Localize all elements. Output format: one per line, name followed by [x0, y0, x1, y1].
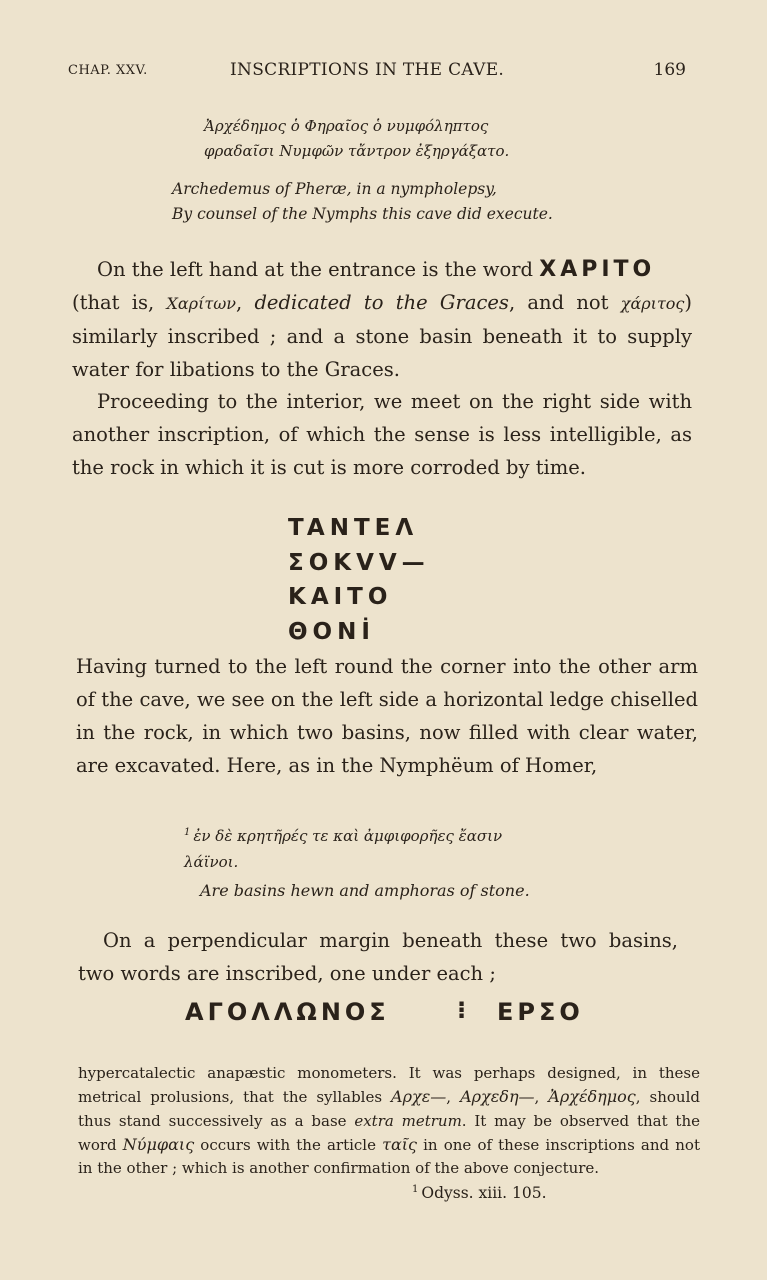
homer-greek-line-1: ἐν δὲ κρητῆρές τε καὶ ἀμφιφορῆες ἔασιν	[193, 827, 503, 845]
p1-text-b: (that is,	[72, 291, 167, 314]
p1-text-d: , and not	[508, 291, 621, 314]
inscription-line-1: TANTEΛ	[288, 515, 419, 541]
fn-italic-extra-metrum: extra metrum	[354, 1111, 462, 1130]
inscription-apollonos: AΓOΛΛΩNOΣ	[185, 998, 390, 1026]
greek-inscription-quote	[204, 114, 509, 164]
fn-text-5: . It may be observed that the word	[78, 1111, 700, 1154]
p1-text-c: ,	[235, 291, 255, 314]
p1-text-rest: similarly inscribed ; and a stone basin beneath it to supply water for libations to the Graces.	[72, 325, 692, 381]
inscription-erso: EPΣO	[497, 998, 584, 1026]
inscription-line-2: ΣOKVV—	[288, 549, 430, 576]
fn-greek-2: Αρχεδη—	[460, 1087, 535, 1107]
p3-text: Having turned to the left round the corner into the other arm of the cave, we see on the left side a horizontal ledge chiselled in the rock, in which two basins, now filled with clear water, are excavated. Here, as in the Nymphëum of Homer,	[76, 655, 698, 777]
inscription-separator: ⁝	[457, 996, 471, 1024]
fn-text-7: in one of these inscriptions and not in the other ; which is another confirmation of the above conjecture.	[78, 1135, 700, 1178]
running-title: INSCRIPTIONS IN THE CAVE.	[230, 60, 505, 80]
fn-text-4: , should thus stand successively as a base	[78, 1088, 700, 1130]
quote-translation	[172, 177, 553, 227]
fn-text-1: hypercatalectic anapæstic monometers. It was perhaps designed, in these metrical prolusions, that the syllables	[78, 1064, 700, 1107]
greek-quote-line-1: Ἀρχέδημος ὁ Φηραῖος ὁ νυμφόληπτος	[204, 117, 489, 135]
homer-translation: Are basins hewn and amphoras of stone.	[200, 881, 530, 900]
two-word-inscription	[185, 998, 605, 1032]
footnote-text	[78, 1062, 700, 1180]
greek-word-charitos: χάριτος	[620, 294, 685, 313]
p1-italic-dedication: dedicated to the Graces	[254, 291, 509, 314]
greek-quote-line-2: φραδαῖσι Νυμφῶν τἄντρον ἐξηργάξατο.	[204, 142, 510, 160]
fn-text-6: occurs with the article	[194, 1135, 383, 1154]
footnote-reference	[412, 1184, 547, 1202]
paragraph-margin	[78, 924, 678, 990]
p4-text: On a perpendicular margin beneath these two basins, two words are inscribed, one under each ;	[78, 929, 678, 985]
greek-word-chariton: Χαρίτων	[166, 294, 236, 313]
fn-greek-4: Νύμφαις	[122, 1134, 195, 1154]
paragraph-charito	[72, 253, 692, 386]
homer-greek-line-2: λάϊνοι.	[184, 853, 239, 871]
running-header	[68, 60, 688, 86]
footnote-ref-marker: 1	[412, 1184, 419, 1195]
translation-line-2: By counsel of the Nymphs this cave did execute.	[172, 205, 553, 223]
homer-greek-quote	[184, 820, 502, 875]
fn-greek-5: ταῖς	[382, 1134, 417, 1154]
translation-line-1: Archedemus of Pheræ, in a nympholepsy,	[172, 180, 497, 198]
fn-greek-3: Ἀρχέδημος	[548, 1087, 636, 1107]
inscription-charito: XAPITO	[539, 257, 656, 282]
inscription-line-4: ΘONİ	[288, 618, 375, 645]
chapter-label: CHAP. XXV.	[68, 63, 148, 78]
p1-text-a: On the left hand at the entrance is the word	[97, 258, 540, 281]
paragraph-basins	[76, 650, 698, 782]
inscription-line-3: KAITO	[288, 584, 393, 610]
paragraph-interior	[72, 385, 692, 484]
fn-text-3: ,	[534, 1088, 549, 1107]
fn-text-2: ,	[446, 1088, 461, 1107]
fn-greek-1: Αρχε—	[391, 1087, 447, 1107]
page-number: 169	[653, 60, 686, 80]
footnote-ref-text: Odyss. xiii. 105.	[421, 1184, 547, 1203]
corroded-inscription	[288, 511, 430, 649]
p2-text: Proceeding to the interior, we meet on the right side with another inscription, of which the sense is less intelligible, as the rock in which it is cut is more corroded by time.	[72, 390, 692, 479]
p1-text-e: )	[684, 291, 692, 314]
footnote-marker: 1	[184, 827, 191, 838]
